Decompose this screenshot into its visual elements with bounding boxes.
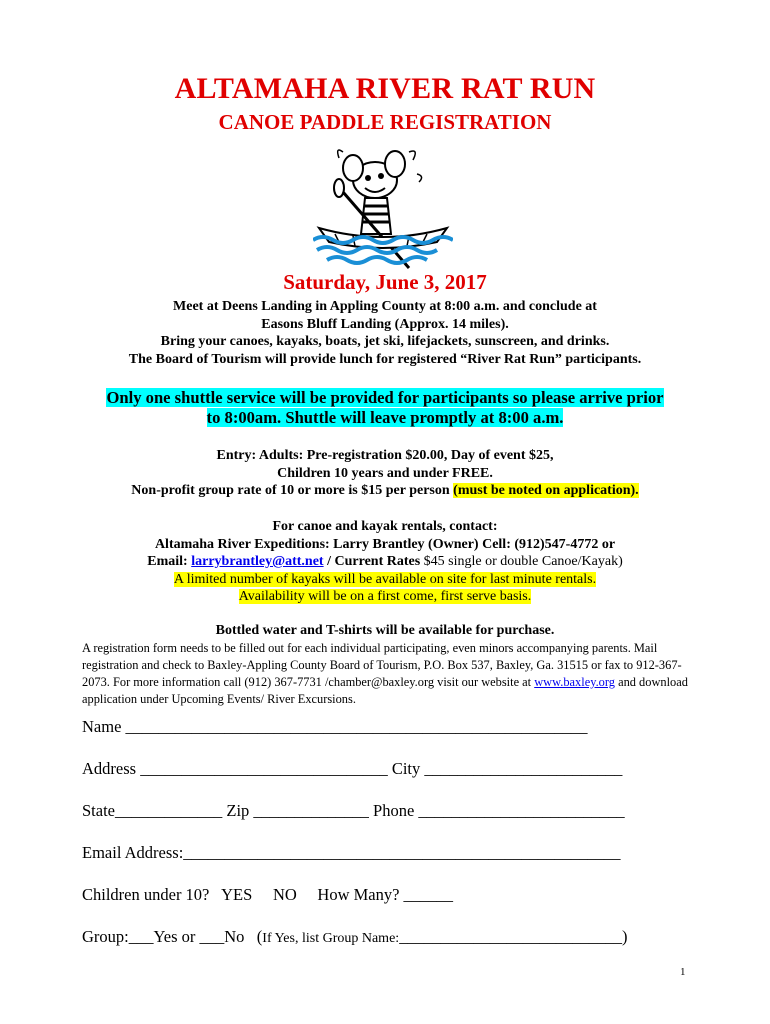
name-field[interactable]: Name ________________________________________________________	[82, 717, 588, 736]
event-line: Meet at Deens Landing in Appling County at 8:00 a.m. and conclude at	[173, 299, 597, 314]
event-line: The Board of Tourism will provide lunch for registered “River Rat Run” participants.	[128, 351, 642, 367]
event-line: Easons Bluff Landing (Approx. 14 miles).	[261, 316, 509, 332]
rental-info	[0, 518, 770, 606]
registration-paragraph: A registration form needs to be filled out for each individual participating, even minors accompanying parents. Mail registration and check to Baxley-Appling County Board of Tourism, P.O. Box 537, Baxley, Ga. 31515 or fax to 912-367-2073. For more information call (912) 367-7731 /chamber@baxley.org visit our website at www.baxley.org and download application under Upcoming Events/ River Excursions.	[82, 641, 688, 706]
bottled-water-note: Bottled water and T-shirts will be available for purchase.	[215, 623, 555, 638]
email-label: Email:	[147, 554, 192, 569]
event-date: Saturday, June 3, 2017	[283, 270, 487, 294]
shuttle-notice	[0, 388, 770, 428]
event-details	[0, 298, 770, 368]
entry-note-highlight: (must be noted on application).	[453, 483, 639, 498]
document-title: ALTAMAHA RIVER RAT RUN	[174, 72, 596, 105]
email-field[interactable]: Email Address:_____________________________________________________	[82, 843, 621, 862]
rental-heading: For canoe and kayak rentals, contact:	[272, 519, 498, 534]
rental-note: Availability will be on a first come, first serve basis.	[238, 589, 532, 604]
group-field[interactable]: Group:___Yes or ___No (If Yes, list Group Name:___________________________)	[82, 927, 628, 946]
entry-line: Non-profit group rate of 10 or more is $15 per person	[131, 483, 454, 498]
shuttle-line: to 8:00am. Shuttle will leave promptly at 8:00 a.m.	[206, 408, 564, 427]
website-link[interactable]: www.baxley.org	[534, 675, 615, 689]
rates-label: / Current Rates	[323, 554, 421, 569]
state-zip-phone-field[interactable]: State_____________ Zip ______________ Phone _________________________	[82, 801, 625, 820]
rates-text: $45 single or double Canoe/Kayak)	[420, 554, 623, 569]
shuttle-line: Only one shuttle service will be provided for participants so please arrive prior	[106, 388, 664, 407]
entry-fees	[0, 447, 770, 500]
email-link[interactable]: larrybrantley@att.net	[191, 554, 324, 569]
page-number: 1	[680, 966, 686, 978]
river-rat-canoe-icon	[313, 142, 453, 272]
event-line: Bring your canoes, kayaks, boats, jet ski, lifejackets, sunscreen, and drinks.	[160, 334, 610, 349]
entry-line: Children 10 years and under FREE.	[277, 465, 493, 481]
document-subtitle: CANOE PADDLE REGISTRATION	[218, 110, 552, 134]
rental-contact: Altamaha River Expeditions: Larry Brantley (Owner) Cell: (912)547-4772 or	[154, 536, 616, 552]
entry-line: Entry: Adults: Pre-registration $20.00, Day of event $25,	[216, 448, 554, 463]
rental-note: A limited number of kayaks will be available on site for last minute rentals.	[173, 571, 597, 587]
address-field[interactable]: Address ______________________________ City ________________________	[82, 759, 623, 778]
children-field[interactable]: Children under 10? YES NO How Many? ______	[82, 885, 454, 904]
